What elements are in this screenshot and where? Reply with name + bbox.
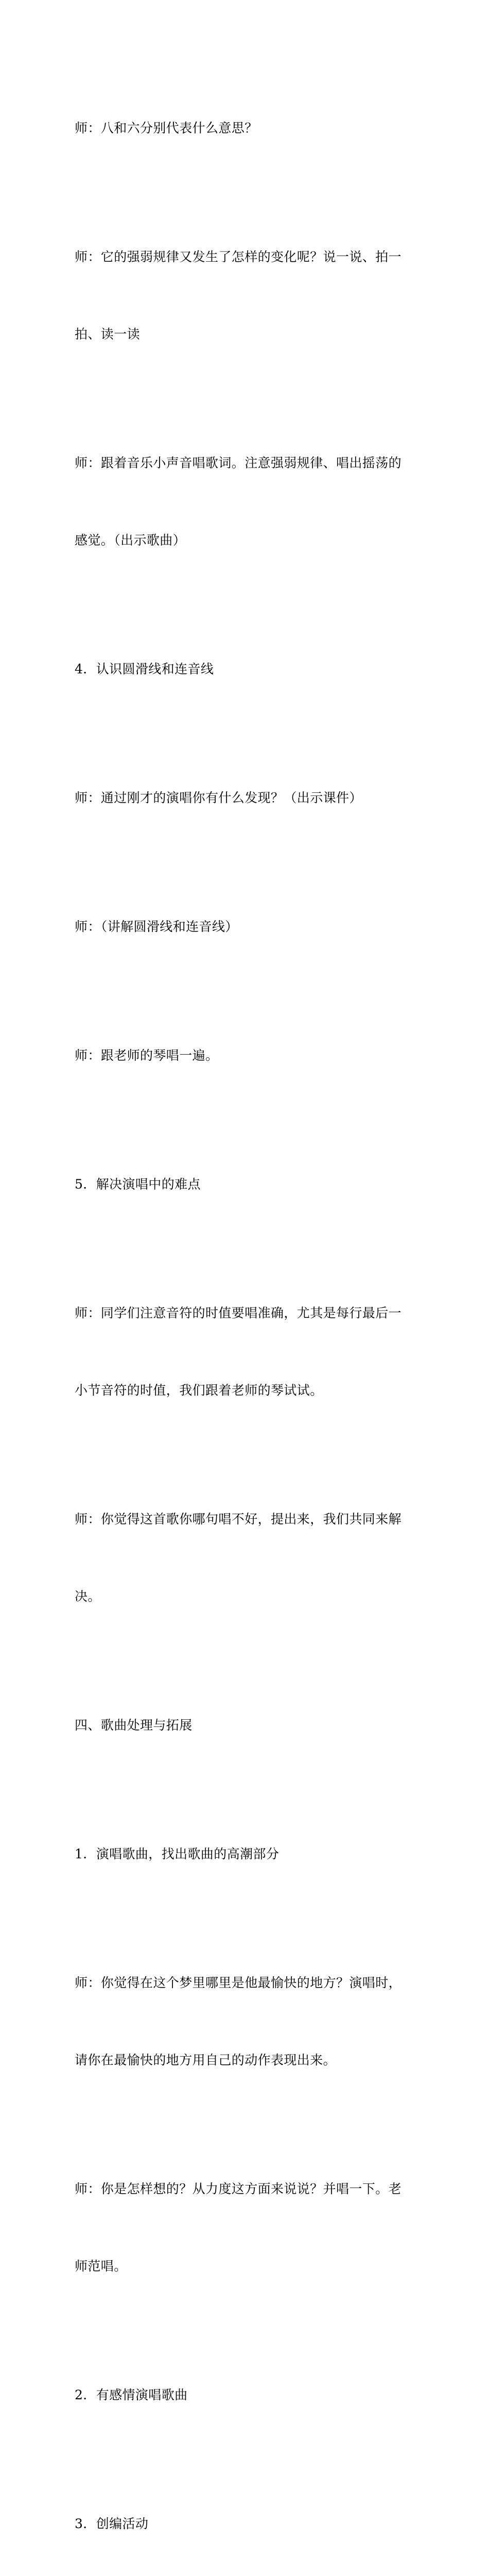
section-heading-5 (75, 1120, 417, 1249)
paragraph-14 (75, 2125, 417, 2331)
text-line: 师：跟着音乐小声音唱歌词。注意强弱规律、唱出摇荡的 (75, 455, 402, 470)
text-line: 4．认识圆滑线和连音线 (75, 662, 214, 676)
text-line: 3．创编活动 (75, 2516, 149, 2531)
text-line: 师：你觉得这首歌你哪句唱不好，提出来，我们共同来解 (75, 1512, 402, 1527)
section-heading-4 (75, 605, 417, 734)
paragraph-6 (75, 862, 417, 991)
text-line: 师：你觉得在这个梦里哪里是他最愉快的地方？演唱时， (75, 1975, 402, 1990)
paragraph-9 (75, 1249, 417, 1455)
section-heading-four (75, 1661, 417, 1790)
document-body (75, 64, 417, 2576)
text-line: 师：你是怎样想的？从力度这方面来说说？并唱一下。老 (75, 2181, 402, 2196)
text-line: 小节音符的时值，我们跟着老师的琴试试。 (75, 1383, 323, 1398)
paragraph-3 (75, 399, 417, 605)
text-line: 师：跟老师的琴唱一遍。 (75, 1048, 219, 1063)
text-line: 2．有感情演唱歌曲 (75, 2387, 188, 2402)
text-line: 师：它的强弱规律又发生了怎样的变化呢？说一说、拍一 (75, 249, 402, 264)
paragraph-5 (75, 734, 417, 862)
subheading-3 (75, 2460, 417, 2576)
subheading-1 (75, 1790, 417, 1919)
paragraph-13 (75, 1919, 417, 2125)
text-line: 四、歌曲处理与拓展 (75, 1718, 193, 1733)
paragraph-1 (75, 64, 417, 193)
paragraph-10 (75, 1455, 417, 1661)
text-line: 5．解决演唱中的难点 (75, 1177, 201, 1192)
paragraph-2 (75, 193, 417, 399)
text-line: 请你在最愉快的地方用自己的动作表现出来。 (75, 2053, 337, 2067)
text-line: 师：八和六分别代表什么意思？ (75, 121, 258, 135)
text-line: 师：同学们注意音符的时值要唱准确，尤其是每行最后一 (75, 1306, 402, 1320)
text-line: 感觉。（出示歌曲） (75, 533, 186, 548)
subheading-2 (75, 2331, 417, 2460)
text-line: 拍、读一读 (75, 327, 141, 342)
paragraph-7 (75, 991, 417, 1120)
text-line: 师：通过刚才的演唱你有什么发现？（出示课件） (75, 790, 362, 805)
text-line: 师：（讲解圆滑线和连音线） (75, 919, 238, 934)
text-line: 决。 (75, 1589, 101, 1604)
text-line: 1．演唱歌曲，找出歌曲的高潮部分 (75, 1846, 280, 1861)
text-line: 师范唱。 (75, 2259, 127, 2274)
